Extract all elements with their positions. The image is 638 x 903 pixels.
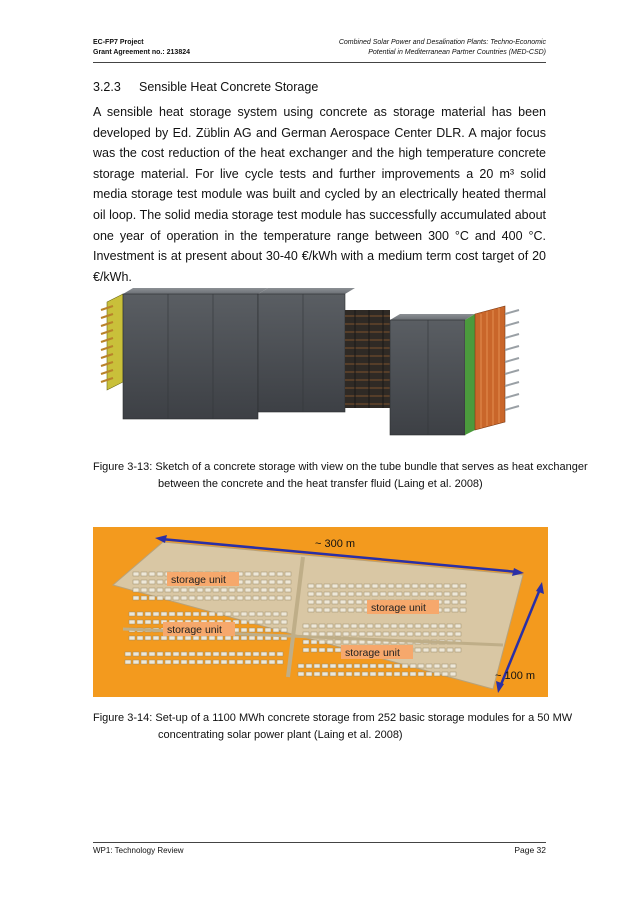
footer-section: WP1: Technology Review	[93, 846, 184, 855]
section-title: Sensible Heat Concrete Storage	[139, 80, 319, 94]
page-number: Page 32	[514, 845, 546, 855]
right-tube-header	[465, 306, 519, 435]
left-tube-header	[101, 294, 123, 390]
width-label: ~ 100 m	[495, 670, 536, 682]
svg-text:storage unit: storage unit	[167, 624, 222, 636]
section-number: 3.2.3	[93, 80, 121, 94]
svg-text:storage unit: storage unit	[371, 602, 426, 614]
unit-label-1	[167, 572, 239, 586]
header-right	[306, 38, 546, 58]
svg-text:storage unit: storage unit	[345, 647, 400, 659]
grant-number: Grant Agreement no.: 213824	[93, 49, 190, 56]
header-divider	[93, 62, 546, 63]
unit-label-3	[163, 622, 235, 636]
figure-3-13-caption: Figure 3-13: Sketch of a concrete storage with view on the tube bundle that serves as heat exchanger between the concrete and the heat transfer fluid (Laing et al. 2008)	[93, 461, 588, 490]
middle-concrete-block	[258, 288, 355, 412]
right-concrete-block	[390, 314, 475, 435]
storage-field-layout	[93, 527, 548, 697]
tube-bundle	[345, 310, 390, 408]
footer-divider	[93, 842, 546, 843]
left-concrete-block	[123, 288, 268, 419]
unit-label-2	[367, 600, 439, 614]
project-name: EC-FP7 Project	[93, 39, 144, 46]
concrete-storage-sketch	[93, 280, 548, 445]
document-title-line1: Combined Solar Power and Desalination Plants: Techno-Economic	[338, 39, 546, 46]
unit-label-4	[341, 645, 413, 659]
length-label: ~ 300 m	[315, 538, 356, 550]
body-paragraph: A sensible heat storage system using concrete as storage material has been developed by Ed. Züblin AG and German Aerospace Center DLR. A major focus was the cost reduction of the heat exchanger and the high temperature concrete storage material. For live cycle tests and further improvements a 20 m³ solid media storage test module was built and cycled by an electrically heated thermal oil loop. The solid media storage test module has successfully accumulated about one year of operation in the temperature range between 300 °C and 400 °C. Investment is at present about 30-40 €/kWh with a medium term cost target of 20 €/kWh.	[93, 105, 546, 284]
svg-text:storage unit: storage unit	[171, 574, 226, 586]
section-heading	[93, 80, 318, 94]
figure-3-14-caption: Figure 3-14: Set-up of a 1100 MWh concrete storage from 252 basic storage modules for a 50 MW concentrating solar power plant (Laing et al. 2008)	[93, 712, 573, 741]
header-left	[93, 38, 190, 58]
document-title-line2: Potential in Mediterranean Partner Countries (MED-CSD)	[368, 49, 546, 56]
